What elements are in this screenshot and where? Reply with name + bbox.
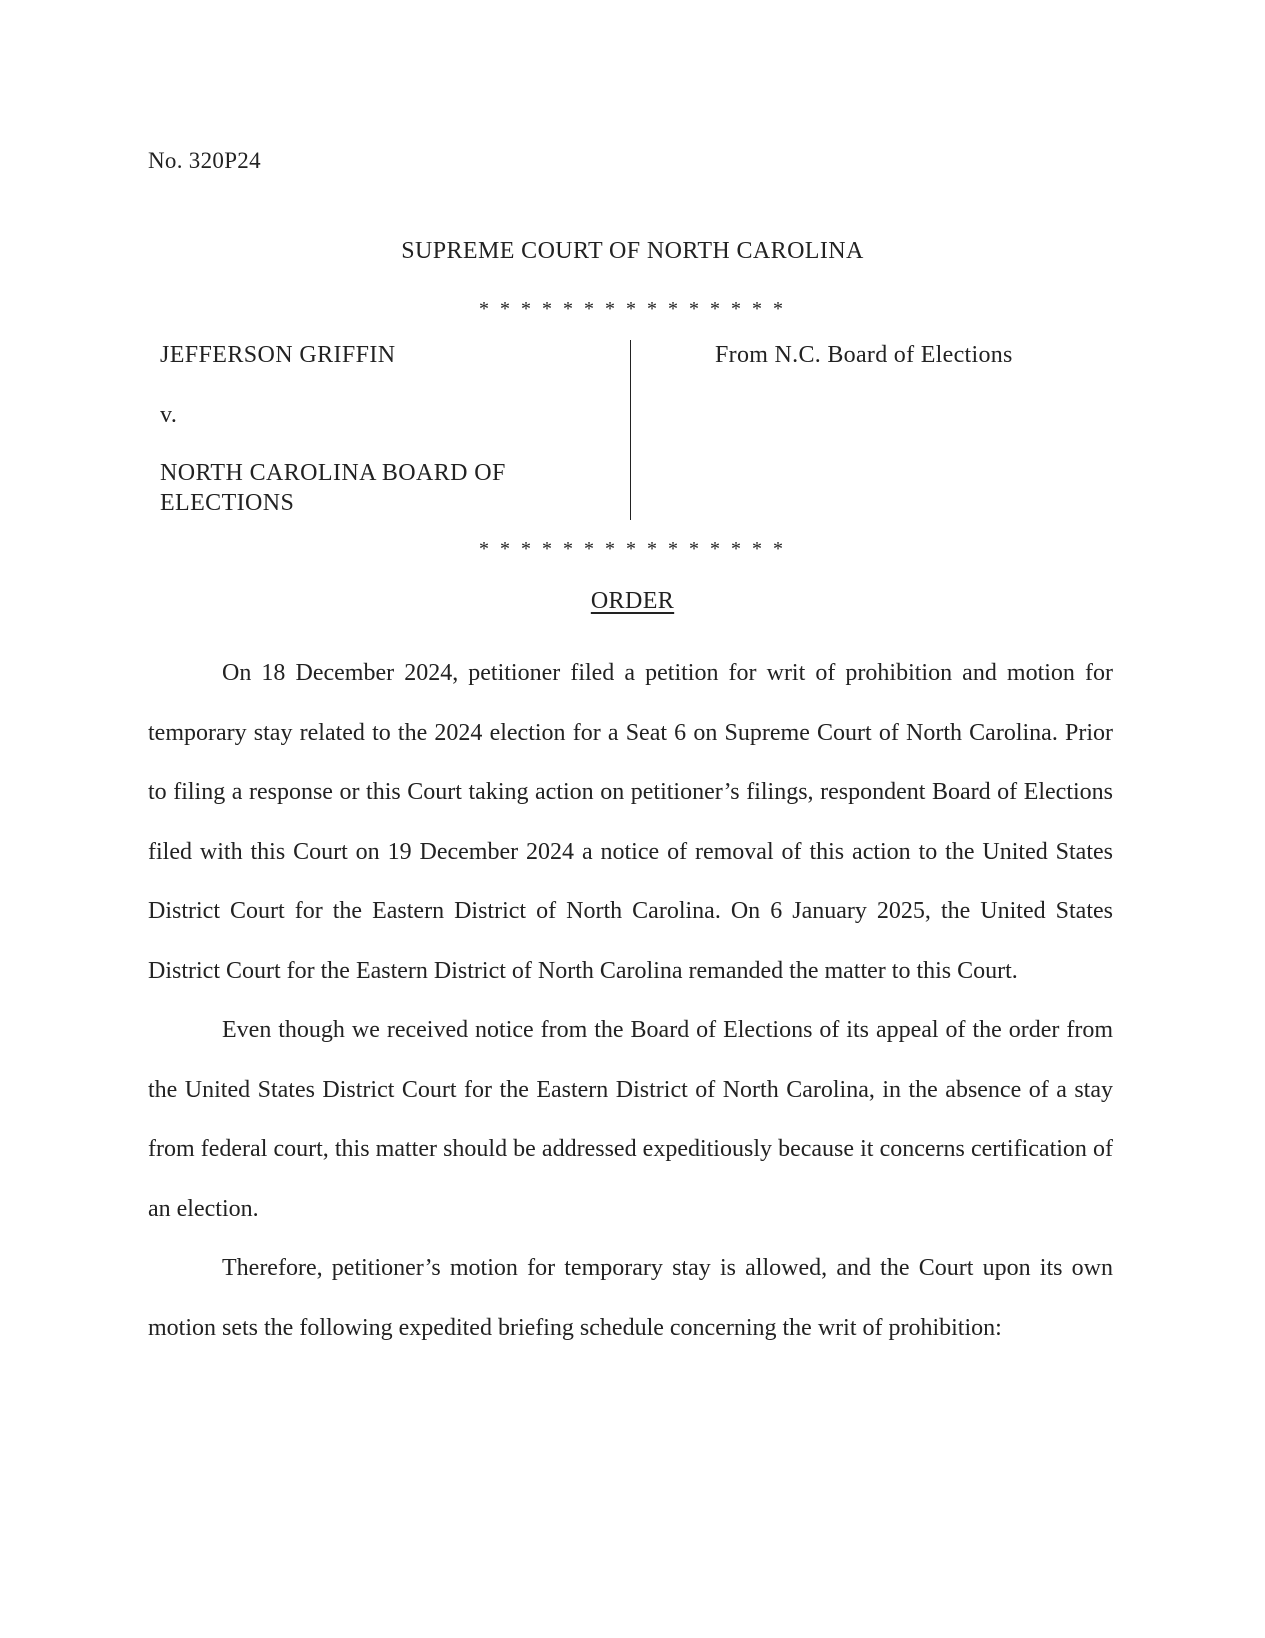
petitioner-name: JEFFERSON GRIFFIN [160,342,396,368]
versus-label: v. [160,402,178,428]
paragraph-2: Even though we received notice from the Board of Elections of its appeal of the order from the United States District Court for the Eastern District of North Carolina, in the absence of a stay from federal court, this matter should be addressed expeditiously because it concerns certification of an election. [148,1017,1113,1222]
separator-top: * * * * * * * * * * * * * * * [479,298,786,320]
case-caption [160,340,630,518]
paragraph-1: On 18 December 2024, petitioner filed a petition for writ of prohibition and motion for temporary stay related to the 2024 election for a Seat 6 on Supreme Court of North Carolina. Prior to filing a response or this Court taking action on petitioner’s filings, respondent Board of Elections filed with this Court on 19 December 2024 a notice of removal of this action to the United States District Court for the Eastern District of North Carolina. On 6 January 2025, the United States District Court for the Eastern District of North Carolina remanded the matter to this Court. [148,660,1113,984]
case-origin: From N.C. Board of Elections [715,342,1013,368]
paragraph-3: Therefore, petitioner’s motion for temporary stay is allowed, and the Court upon its own motion sets the following expedited briefing schedule concerning the writ of prohibition: [148,1255,1113,1341]
order-body [148,644,1113,1358]
docket-number: No. 320P24 [148,148,261,173]
caption-divider [630,340,631,520]
separator-bottom: * * * * * * * * * * * * * * * [479,538,786,560]
court-name: SUPREME COURT OF NORTH CAROLINA [401,238,864,264]
respondent-name: NORTH CAROLINA BOARD OF ELECTIONS [160,460,506,516]
order-heading: ORDER [590,588,675,614]
